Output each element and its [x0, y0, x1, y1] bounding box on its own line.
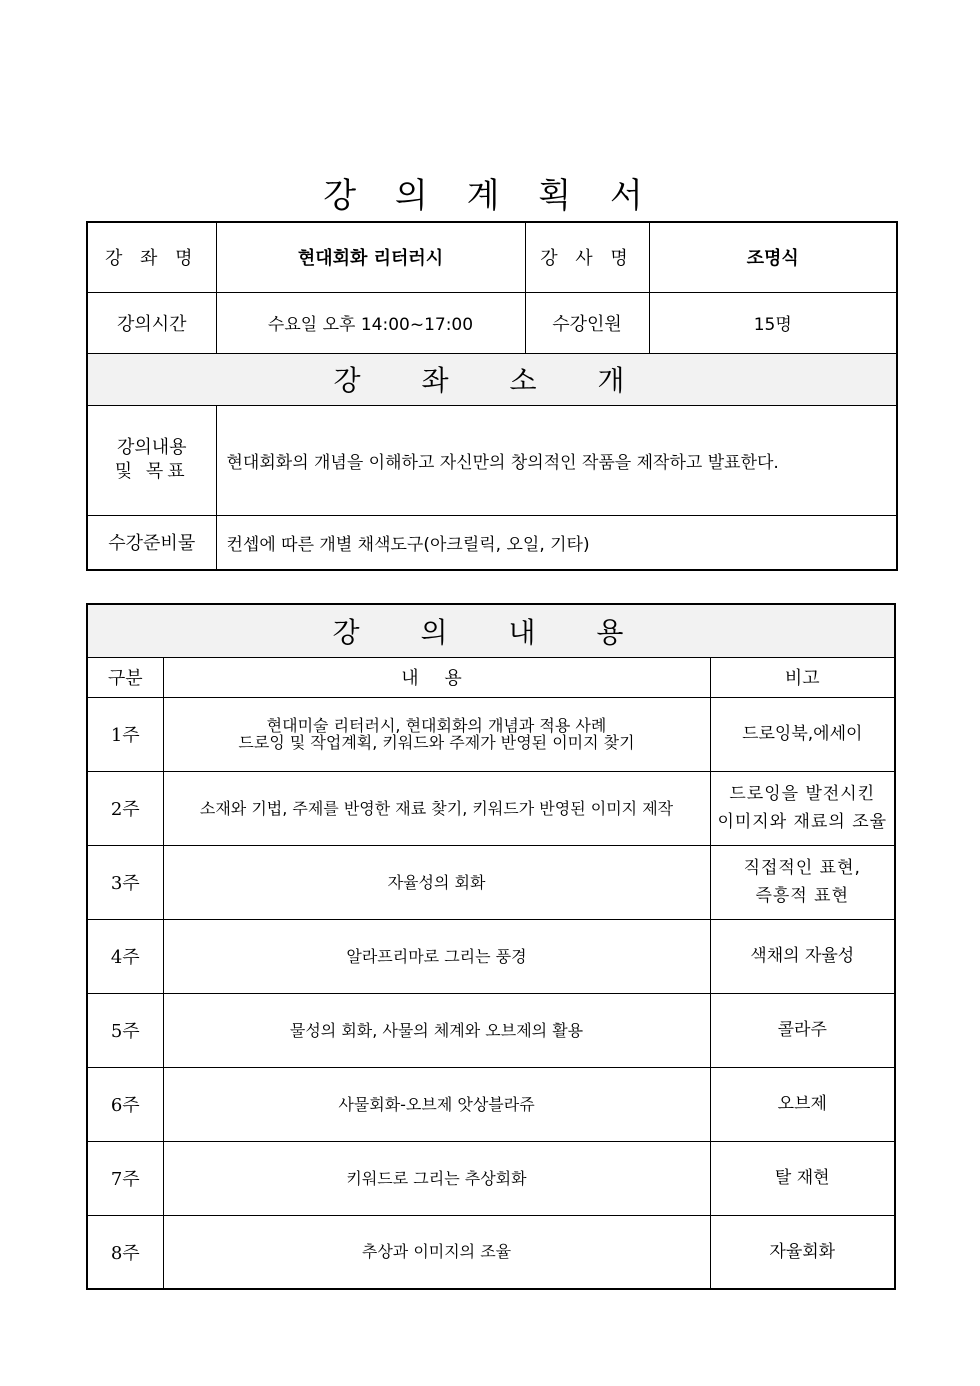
capacity-label: 수강인원 [525, 292, 649, 353]
course-intro-heading: 강 좌 소 개 [87, 353, 897, 405]
table-row [87, 919, 895, 993]
capacity-value: 15명 [649, 292, 897, 353]
content-cell [163, 697, 710, 771]
note-cell [710, 771, 895, 845]
note-line: 이미지와 재료의 조율 [717, 812, 888, 832]
document-title: 강 의 계 획 서 [323, 176, 657, 216]
column-header-content: 내 용 [163, 657, 710, 697]
table-row [87, 845, 895, 919]
week-cell: 6주 [87, 1067, 163, 1141]
week-cell: 5주 [87, 993, 163, 1067]
note-line: 즉흥적 표현 [755, 886, 850, 906]
table-row [87, 697, 895, 771]
content-cell: 키워드로 그리는 추상회화 [163, 1141, 710, 1215]
lecture-time-label: 강의시간 [87, 292, 216, 353]
note-cell: 색채의 자율성 [710, 919, 895, 993]
schedule-rows [87, 697, 895, 1289]
course-name-label: 강 좌 명 [87, 222, 216, 292]
table-row [87, 993, 895, 1067]
note-cell: 콜라주 [710, 993, 895, 1067]
lecture-content-value: 현대회화의 개념을 이해하고 자신만의 창의적인 작품을 제작하고 발표한다. [216, 405, 897, 515]
note-line: 드로잉을 발전시킨 [729, 784, 876, 804]
note-cell: 탈 재현 [710, 1141, 895, 1215]
content-cell: 사물회화-오브제 앗상블라쥬 [163, 1067, 710, 1141]
week-cell: 2주 [87, 771, 163, 845]
note-cell: 오브제 [710, 1067, 895, 1141]
week-cell: 8주 [87, 1215, 163, 1289]
lecture-content-label [87, 405, 216, 515]
instructor-label: 강 사 명 [525, 222, 649, 292]
content-line: 드로잉 및 작업계획, 키워드와 주제가 반영된 이미지 찾기 [238, 733, 635, 752]
table-row [87, 1141, 895, 1215]
content-cell: 알라프리마로 그리는 풍경 [163, 919, 710, 993]
note-line: 직접적인 표현, [743, 858, 861, 878]
lecture-content-heading: 강 의 내 용 [87, 604, 895, 657]
lecture-time-value: 수요일 오후 14:00~17:00 [216, 292, 525, 353]
week-cell: 3주 [87, 845, 163, 919]
table-row [87, 1067, 895, 1141]
materials-value: 컨셉에 따른 개별 채색도구(아크릴릭, 오일, 기타) [216, 515, 897, 570]
table-row [87, 1215, 895, 1289]
table-row [87, 771, 895, 845]
lecture-schedule-table [86, 603, 896, 1290]
week-cell: 1주 [87, 697, 163, 771]
lecture-content-label-line2: 및 목표 [114, 461, 189, 482]
lecture-content-label-line1: 강의내용 [116, 437, 187, 458]
content-line: 현대미술 리터러시, 현대회화의 개념과 적용 사례 [266, 716, 607, 735]
note-cell [710, 845, 895, 919]
instructor-value: 조명식 [649, 222, 897, 292]
week-cell: 4주 [87, 919, 163, 993]
week-cell: 7주 [87, 1141, 163, 1215]
column-header-note: 비고 [710, 657, 895, 697]
content-cell: 물성의 회화, 사물의 체계와 오브제의 활용 [163, 993, 710, 1067]
note-cell: 드로잉북,에세이 [710, 697, 895, 771]
column-header-week: 구분 [87, 657, 163, 697]
course-name-value: 현대회화 리터러시 [216, 222, 525, 292]
content-cell: 추상과 이미지의 조율 [163, 1215, 710, 1289]
note-cell: 자율회화 [710, 1215, 895, 1289]
course-info-table [86, 221, 898, 571]
content-cell: 자율성의 회화 [163, 845, 710, 919]
content-cell: 소재와 기법, 주제를 반영한 재료 찾기, 키워드가 반영된 이미지 제작 [163, 771, 710, 845]
materials-label: 수강준비물 [87, 515, 216, 570]
